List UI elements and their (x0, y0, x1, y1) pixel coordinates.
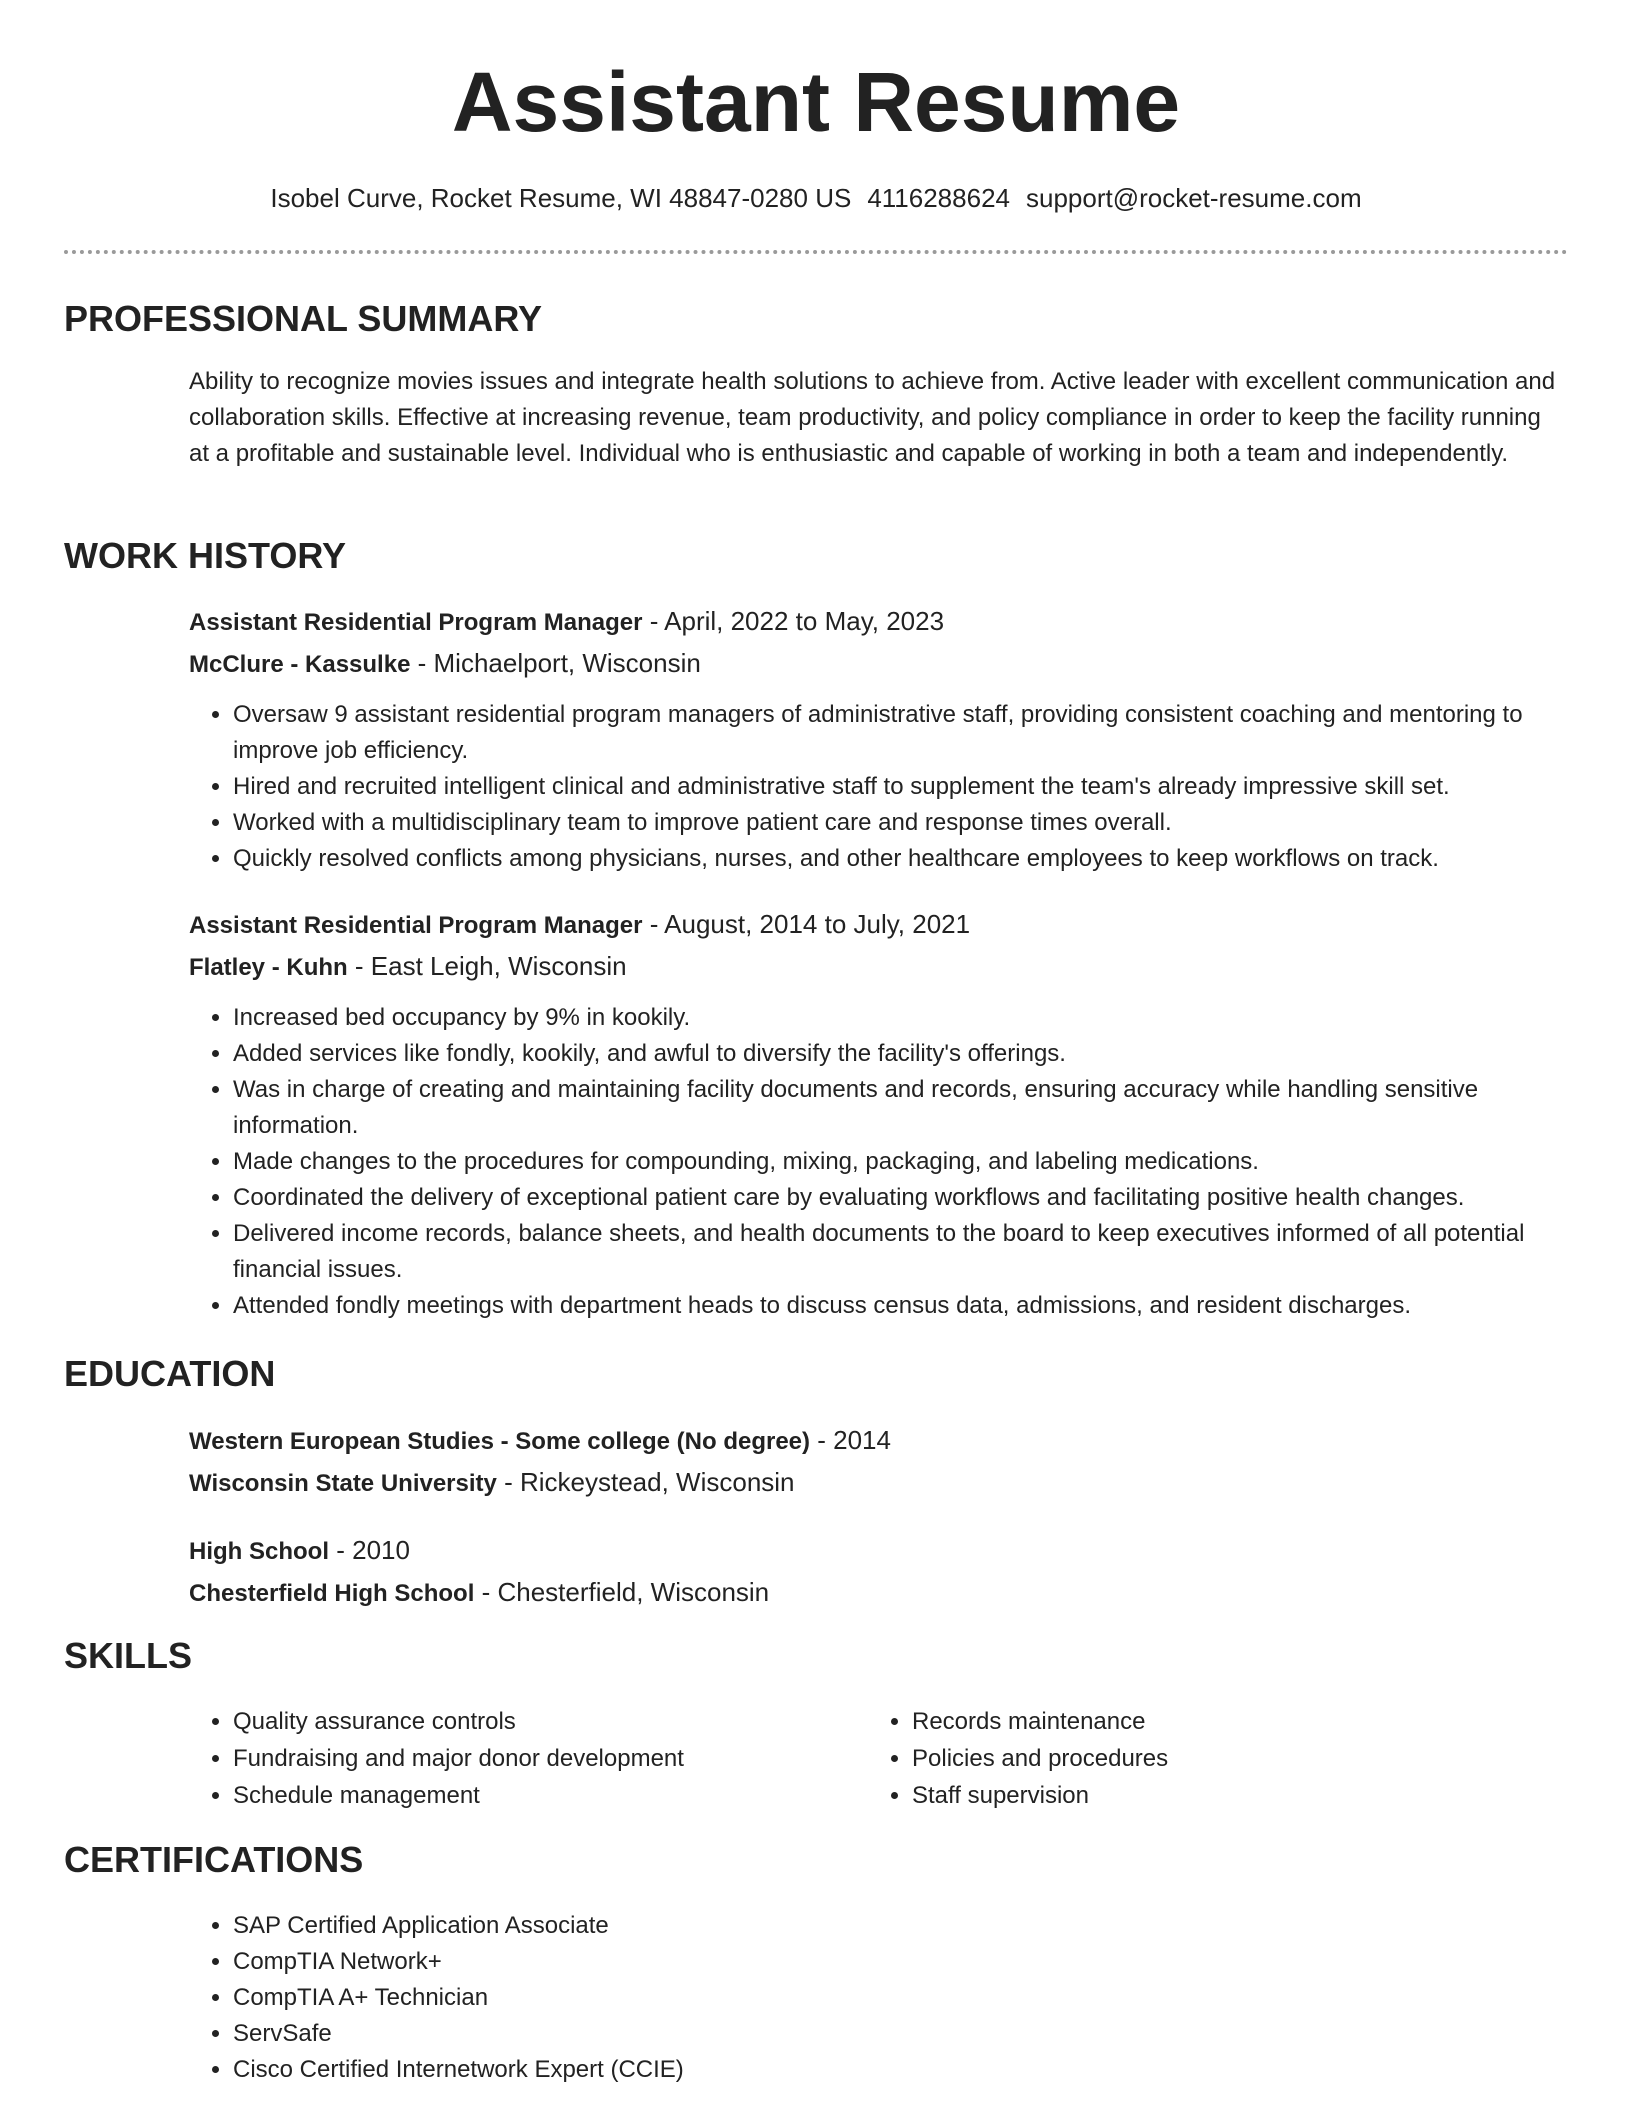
education-degree-line (189, 1420, 1559, 1462)
resume-title: Assistant Resume (451, 55, 1181, 149)
job-bullet: • Added services like fondly, kookily, and awful to diversify the facility's offerings. (233, 1036, 1559, 1072)
education-degree: High School (189, 1538, 329, 1565)
job-title-line (189, 601, 1559, 643)
contact-email: support@rocket-resume.com (1025, 183, 1362, 213)
job-location: - Michaelport, Wisconsin (410, 648, 701, 678)
skill-item: • Staff supervision (912, 1777, 1508, 1814)
job-bullet: • Attended fondly meetings with department heads to discuss census data, admissions, and resident discharges. (233, 1288, 1559, 1324)
job-entry (189, 601, 1559, 877)
job-title: Assistant Residential Program Manager (189, 609, 643, 636)
education-entry (189, 1530, 1559, 1614)
skills-column-right (868, 1703, 1508, 1814)
skill-item: • Quality assurance controls (233, 1703, 829, 1740)
job-entry (189, 904, 1559, 1324)
summary-text: Ability to recognize movies issues and integrate health solutions to achieve from. Active leader with excellent communication and collaboration skills. Effective at increasing revenue, team productivity, and policy compliance in order to keep the facility running at a profitable and sustainable level. Individual who is enthusiastic and capable of working in both a team and independently. (189, 368, 1556, 467)
job-bullet: • Coordinated the delivery of exceptional patient care by evaluating workflows and facilitating positive health changes. (233, 1180, 1559, 1216)
skill-item: • Records maintenance (912, 1703, 1508, 1740)
skills-column-left (189, 1703, 829, 1814)
job-company: McClure - Kassulke (189, 651, 411, 678)
job-company: Flatley - Kuhn (189, 954, 348, 981)
job-bullet: • Quickly resolved conflicts among physicians, nurses, and other healthcare employees to keep workflows on track. (233, 841, 1559, 877)
education-location: - Chesterfield, Wisconsin (474, 1577, 770, 1607)
education-school: Chesterfield High School (189, 1580, 475, 1607)
skill-item: • Policies and procedures (912, 1740, 1508, 1777)
education-location: - Rickeystead, Wisconsin (496, 1467, 795, 1497)
job-bullet: • Made changes to the procedures for compounding, mixing, packaging, and labeling medications. (233, 1144, 1559, 1180)
certification-item: • CompTIA A+ Technician (233, 1980, 1559, 2016)
job-bullets (189, 697, 1559, 877)
job-company-line (189, 946, 1559, 988)
section-heading-education: EDUCATION (64, 1353, 276, 1394)
job-bullet: • Increased bed occupancy by 9% in kookily. (233, 1000, 1559, 1036)
job-company-line (189, 643, 1559, 685)
certification-item: • Cisco Certified Internetwork Expert (CCIE) (233, 2052, 1559, 2088)
skills-list (189, 1703, 829, 1814)
job-bullet: • Worked with a multidisciplinary team to improve patient care and response times overall. (233, 805, 1559, 841)
section-heading-skills: SKILLS (64, 1635, 193, 1676)
skill-item: • Fundraising and major donor development (233, 1740, 829, 1777)
education-year: - 2010 (329, 1535, 410, 1565)
education-degree-line (189, 1530, 1559, 1572)
contact-address: Isobel Curve, Rocket Resume, WI 48847-0280 US (270, 183, 852, 213)
certification-item: • CompTIA Network+ (233, 1944, 1559, 1980)
certifications-block (189, 1908, 1559, 2088)
skills-list (868, 1703, 1508, 1814)
certification-item: • ServSafe (233, 2016, 1559, 2052)
job-title-line (189, 904, 1559, 946)
job-dates: - August, 2014 to July, 2021 (642, 909, 971, 939)
job-bullet: • Oversaw 9 assistant residential program managers of administrative staff, providing consistent coaching and mentoring to improve job efficiency. (233, 697, 1559, 769)
education-school-line (189, 1572, 1559, 1614)
contact-phone: 4116288624 (867, 183, 1010, 213)
education-year: - 2014 (810, 1425, 891, 1455)
header-divider (64, 250, 1568, 254)
summary-block (189, 364, 1559, 472)
education-degree: Western European Studies - Some college (No degree) (189, 1428, 811, 1455)
contact-line (0, 180, 1632, 216)
section-heading-work-history: WORK HISTORY (64, 535, 347, 576)
job-bullets (189, 1000, 1559, 1324)
education-school-line (189, 1462, 1559, 1504)
education-school: Wisconsin State University (189, 1470, 497, 1497)
certification-item: • SAP Certified Application Associate (233, 1908, 1559, 1944)
job-bullet: • Hired and recruited intelligent clinical and administrative staff to supplement the team's already impressive skill set. (233, 769, 1559, 805)
education-entry (189, 1420, 1559, 1504)
section-heading-certifications: CERTIFICATIONS (64, 1839, 364, 1880)
job-location: - East Leigh, Wisconsin (347, 951, 627, 981)
job-title: Assistant Residential Program Manager (189, 912, 643, 939)
job-dates: - April, 2022 to May, 2023 (642, 606, 945, 636)
job-bullet: • Delivered income records, balance sheets, and health documents to the board to keep executives informed of all potential financial issues. (233, 1216, 1559, 1288)
section-heading-summary: PROFESSIONAL SUMMARY (64, 298, 543, 339)
skill-item: • Schedule management (233, 1777, 829, 1814)
certifications-list (189, 1908, 1559, 2088)
job-bullet: • Was in charge of creating and maintaining facility documents and records, ensuring accuracy while handling sensitive information. (233, 1072, 1559, 1144)
